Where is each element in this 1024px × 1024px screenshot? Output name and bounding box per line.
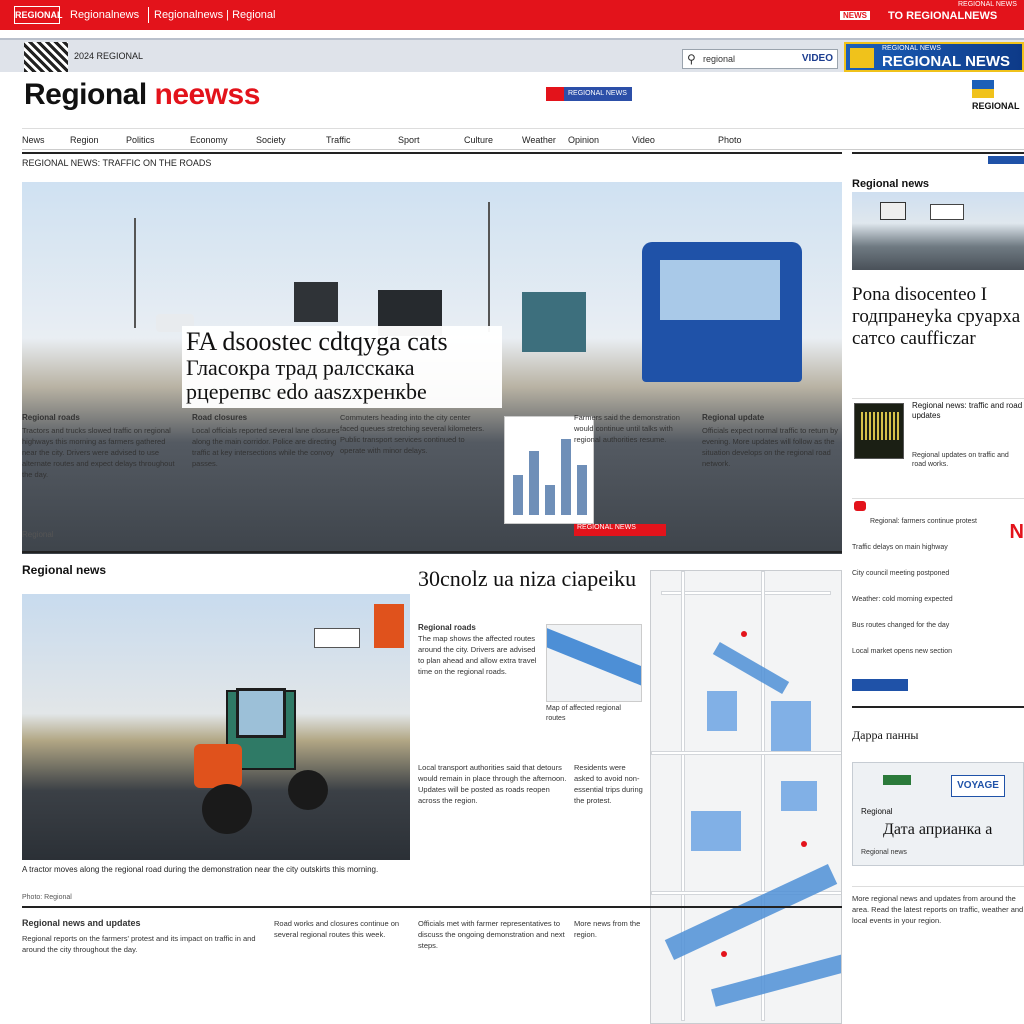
map-road [761, 571, 765, 1021]
small-map-caption: Map of affected regional routes [546, 705, 621, 722]
infographic-bar [529, 451, 539, 515]
nav-item[interactable]: Traffic [326, 135, 351, 145]
ad-label: VOYAGE [951, 775, 1005, 797]
street-lamp [488, 202, 490, 332]
mid-column-2: Local transport authorities said that detours would remain in place through the afternoon. Updates will be posted as roads reopen across the region. [418, 763, 567, 805]
mid-column-3: Residents were asked to avoid non-essential trips during the protest. [574, 763, 643, 805]
nav-item[interactable]: Culture [464, 135, 494, 145]
main-nav [22, 128, 1024, 150]
hero-column-4-lede: Regional update [702, 413, 765, 422]
road-sign [930, 204, 964, 220]
section-rule [22, 551, 842, 553]
sidebar-box-title: Regional news: traffic and road updates [912, 401, 1023, 420]
sidebar-list-item[interactable]: Weather: cold morning expected [852, 596, 953, 603]
tractor-wheel [202, 784, 252, 834]
street-lamp [134, 218, 136, 328]
hero-column-2-text: Local officials reported several lane closures along the main corridor. Police are directing traffic at key intersections while the convoy passes. [192, 426, 340, 468]
sidebar-thumbnail[interactable] [854, 403, 904, 459]
video-play-icon[interactable] [854, 501, 866, 511]
hero-kicker: REGIONAL NEWS: TRAFFIC ON THE ROADS [22, 158, 212, 168]
sidebar-list-item[interactable]: Traffic delays on main highway [852, 544, 948, 551]
mid-column-text: The map shows the affected routes around the city. Drivers are advised to plan ahead and allow extra travel time on the regional roads. [418, 634, 537, 676]
ad-line: Regional [861, 807, 893, 816]
hero-column-4-text: Officials expect normal traffic to return by evening. More updates will follow as the situation develops on the regional road network. [702, 426, 839, 468]
nav-item[interactable]: Region [70, 135, 99, 145]
hero-column-1-lede: Regional roads [22, 413, 80, 422]
ad-logo-icon [850, 48, 874, 68]
section-head: Regional news [22, 563, 107, 577]
road-sign [314, 628, 360, 648]
sidebar-list [852, 498, 1024, 698]
map-river [546, 627, 642, 692]
mid-column [418, 622, 540, 748]
photo-credit: Photo: Regional [22, 894, 72, 901]
hero-column-3b-text: Farmers said the demonstration would continue until talks with regional authorities resume. [574, 413, 680, 444]
ad-green-mark [883, 775, 911, 785]
map-area [781, 781, 817, 811]
hero-column-1 [22, 412, 176, 542]
tractor-cab [236, 688, 286, 738]
sidebar-pill[interactable] [988, 156, 1024, 164]
map-pin-icon[interactable] [741, 631, 747, 637]
bottom-rule [22, 906, 842, 908]
hero-headline-line-2: Гласокра трад ралсскака [186, 355, 415, 380]
brand-name-red: neewss [154, 78, 260, 111]
tractor-front-loader [194, 744, 242, 788]
map-road [651, 751, 842, 755]
brand-tag[interactable]: REGIONAL NEWS [546, 87, 632, 101]
bottom-article-2[interactable]: Road works and closures continue on several regional routes this week. [274, 919, 400, 939]
sidebar-list-item[interactable]: Local market opens new section [852, 648, 952, 655]
hero-section [22, 152, 842, 550]
blue-truck [642, 242, 802, 382]
sidebar-red-mark: N [1009, 521, 1024, 543]
sidebar-box[interactable] [852, 398, 1024, 482]
ad-footer: Regional news [861, 849, 907, 856]
sidebar-box-text: Regional updates on traffic and road works. [912, 452, 1009, 468]
sidebar-photo[interactable] [852, 192, 1024, 270]
hero-column-3-text: Commuters heading into the city center faced queues stretching several kilometers. Public transport services continued to operate with minor delays. [340, 413, 485, 455]
bottom-article-1-head: Regional news and updates [22, 918, 141, 928]
road-sign [880, 202, 906, 220]
nav-item[interactable]: Photo [718, 135, 742, 145]
brand-name-black: Regional [24, 78, 155, 111]
sub-label: 2024 REGIONAL [74, 51, 144, 61]
search-input[interactable]: regional [703, 54, 736, 64]
regional-map[interactable] [650, 570, 842, 1024]
nav-item[interactable]: Video [632, 135, 655, 145]
nav-item[interactable]: Sport [398, 135, 420, 145]
top-badge[interactable]: NEWS [840, 11, 870, 20]
hero-column-3b [574, 412, 694, 542]
map-road [661, 591, 831, 595]
top-bar [0, 0, 1024, 30]
mid-column-sub: Regional roads [418, 623, 476, 632]
sidebar-lower-rule [852, 706, 1024, 708]
photo-caption: A tractor moves along the regional road during the demonstration near the city outskirts this morning. [22, 865, 379, 874]
ad-banner[interactable] [844, 42, 1024, 72]
ad-small-text: REGIONAL NEWS [882, 45, 941, 52]
hero-column-4 [702, 412, 842, 542]
ad-big-text: REGIONAL NEWS [882, 53, 1011, 70]
search-button[interactable]: VIDEO [801, 53, 833, 64]
top-link-1[interactable]: Regionalnews [70, 9, 140, 21]
sidebar-lower-title: Дарра пaнны [852, 728, 919, 742]
map-water [713, 642, 789, 694]
sidebar-list-item[interactable]: Bus routes changed for the day [852, 622, 950, 629]
hero-column-2 [192, 412, 342, 542]
sub-bar [0, 38, 1024, 72]
bottom-article-3[interactable]: Officials met with farmer representatives to discuss the ongoing demonstration and next steps. [418, 919, 565, 950]
bottom-article-1-text: Regional reports on the farmers' protest and its impact on traffic in and around the city throughout the day. [22, 934, 256, 954]
hero-tag[interactable]: REGIONAL NEWS [574, 524, 666, 536]
sidebar-headline[interactable]: Pona disocentеo I годпранеyka срyapxa caтсo caufficzar [852, 284, 1021, 349]
sidebar-list-item[interactable]: Regional: farmers continue protest [870, 518, 977, 525]
top-right-link[interactable]: TO REGIONALNEWS [888, 10, 998, 22]
map-pin-icon[interactable] [721, 951, 727, 957]
map-area [691, 811, 741, 851]
tractor [294, 282, 338, 322]
bottom-article-4[interactable]: More news from the region. [574, 919, 641, 939]
infographic-bar [561, 439, 571, 515]
nav-item[interactable]: Opinion [568, 135, 600, 145]
mid-headline[interactable]: 30cnolz ua niza ciapeiku [418, 566, 637, 591]
top-logo[interactable]: REGIONAL [14, 6, 60, 24]
hero-headline[interactable] [182, 326, 502, 408]
site-logo[interactable] [24, 78, 260, 112]
bottom-article-1[interactable] [22, 918, 274, 1024]
map-area [771, 701, 811, 751]
truck-windshield [660, 260, 780, 320]
sidebar-bottom-text: More regional news and updates from around the area. Read the latest reports on traffic, weather and local events in your region. [852, 886, 1024, 1024]
small-map[interactable] [546, 624, 642, 702]
tractor-wheel [288, 770, 328, 810]
tractor [522, 292, 586, 352]
hero-headline-line-3: рцерепвс edo aaszxpeнкbe [186, 379, 427, 404]
sidebar-blue-tag[interactable] [852, 679, 908, 691]
map-pin-icon[interactable] [801, 841, 807, 847]
top-separator [148, 7, 149, 23]
hero-footer: Regional [22, 530, 54, 539]
map-water [665, 864, 837, 960]
loader-arm [374, 604, 404, 648]
hero-column-2-lede: Road closures [192, 413, 248, 422]
tractor-photo[interactable] [22, 594, 410, 860]
infographic-bar [513, 475, 523, 515]
top-tiny-text: REGIONAL NEWS [958, 1, 1017, 8]
sidebar-list-item[interactable]: City council meeting postponed [852, 570, 950, 577]
sidebar-title: Regional news [852, 178, 930, 190]
infographic-bar [545, 485, 555, 515]
qr-code-icon [24, 42, 68, 72]
sidebar [852, 152, 1024, 698]
flag-icon [972, 80, 994, 98]
map-water [711, 953, 842, 1007]
sidebar-ad[interactable] [852, 762, 1024, 866]
hero-column-3 [340, 412, 490, 542]
hero-column-1-text: Tractors and trucks slowed traffic on regional highways this morning as farmers gathered near the city. Drivers were advised to use alternate routes and expect delays throughout the day. [22, 426, 175, 479]
brand-right-text: REGIONAL [972, 101, 1020, 111]
nav-item[interactable]: Politics [126, 135, 155, 145]
search-icon[interactable]: ⚲ [687, 52, 696, 66]
top-link-2[interactable]: Regionalnews | Regional [154, 9, 276, 21]
map-area [707, 691, 737, 731]
search-box[interactable] [682, 49, 838, 69]
nav-item[interactable]: Economy [190, 135, 228, 145]
ad-headline: Дата априанка а [883, 821, 993, 838]
nav-item[interactable]: Weather [522, 135, 556, 145]
sidebar-rule [852, 152, 1024, 154]
nav-item[interactable]: Society [256, 135, 286, 145]
hero-headline-line-1: FA dsoostec cdtqyga cats [186, 327, 448, 356]
nav-item[interactable]: News [22, 135, 45, 145]
